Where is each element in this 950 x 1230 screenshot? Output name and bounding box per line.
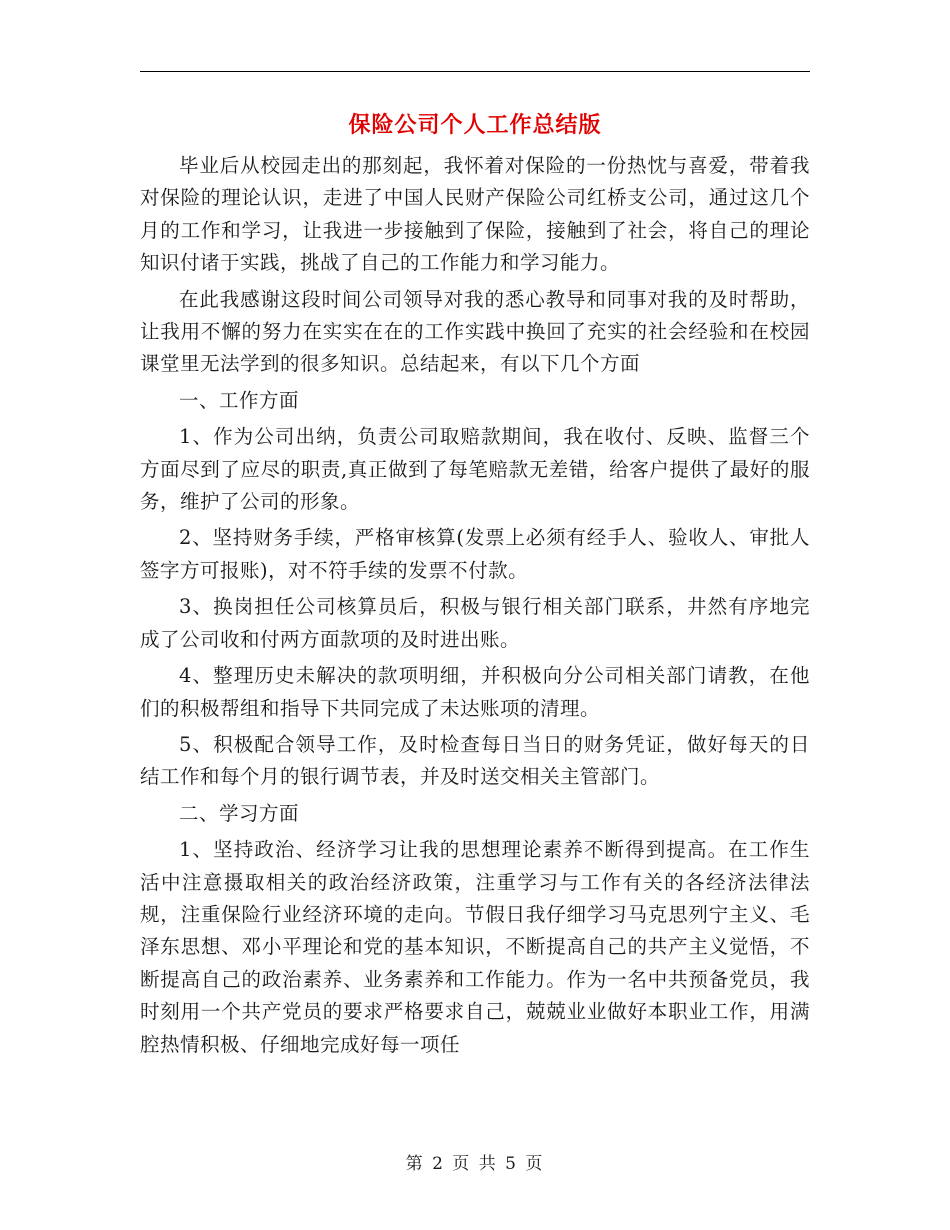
page-number-footer: 第 2 页 共 5 页: [405, 1154, 545, 1174]
paragraph-work-item-4: 4、整理历史未解决的款项明细，并积极向分公司相关部门请教，在他们的积极帮组和指导下共同完成了未达账项的清理。: [140, 664, 810, 720]
section-heading-study: 二、学习方面: [179, 801, 300, 825]
paragraph-work-item-2: 2、坚持财务手续，严格审核算(发票上必须有经手人、验收人、审批人签字方可报账)，对不符手续的发票不付款。: [140, 526, 810, 582]
section-heading-work: 一、工作方面: [179, 388, 300, 412]
paragraph-work-item-5: 5、积极配合领导工作，及时检查每日当日的财务凭证，做好每天的日结工作和每个月的银行调节表，并及时送交相关主管部门。: [140, 732, 810, 789]
document-body: [140, 150, 810, 1061]
header-rule: [140, 71, 810, 72]
paragraph-work-item-3: 3、换岗担任公司核算员后，积极与银行相关部门联系，井然有序地完成了公司收和付两方面款项的及时进出账。: [140, 595, 810, 651]
paragraph-intro: 毕业后从校园走出的那刻起，我怀着对保险的一份热忱与喜爱，带着我对保险的理论认识，走进了中国人民财产保险公司红桥支公司，通过这几个月的工作和学习，让我进一步接触到了保险，接触到了社会，将自己的理论知识付诸于实践，挑战了自己的工作能力和学习能力。: [140, 154, 810, 275]
paragraph-work-item-1: 1、作为公司出纳，负责公司取赔款期间，我在收付、反映、监督三个方面尽到了应尽的职责,真正做到了每笔赔款无差错，给客户提供了最好的服务，维护了公司的形象。: [140, 425, 810, 514]
paragraph-thanks: 在此我感谢这段时间公司领导对我的悉心教导和同事对我的及时帮助，让我用不懈的努力在实实在在的工作实践中换回了充实的社会经验和在校园课堂里无法学到的很多知识。总结起来，有以下几个方面: [140, 287, 810, 376]
paragraph-study-item-1: 1、坚持政治、经济学习让我的思想理论素养不断得到提高。在工作生活中注意摄取相关的政治经济政策，注重学习与工作有关的各经济法律法规，注重保险行业经济环境的走向。节假日我仔细学习马克思列宁主义、毛泽东思想、邓小平理论和党的基本知识，不断提高自己的共产主义觉悟，不断提高自己的政治素养、业务素养和工作能力。作为一名中共预备党员，我时刻用一个共产党员的要求严格要求自己，兢兢业业做好本职业工作，用满腔热情积极、仔细地完成好每一项任: [140, 838, 810, 1056]
document-title: 保险公司个人工作总结版: [348, 112, 602, 138]
